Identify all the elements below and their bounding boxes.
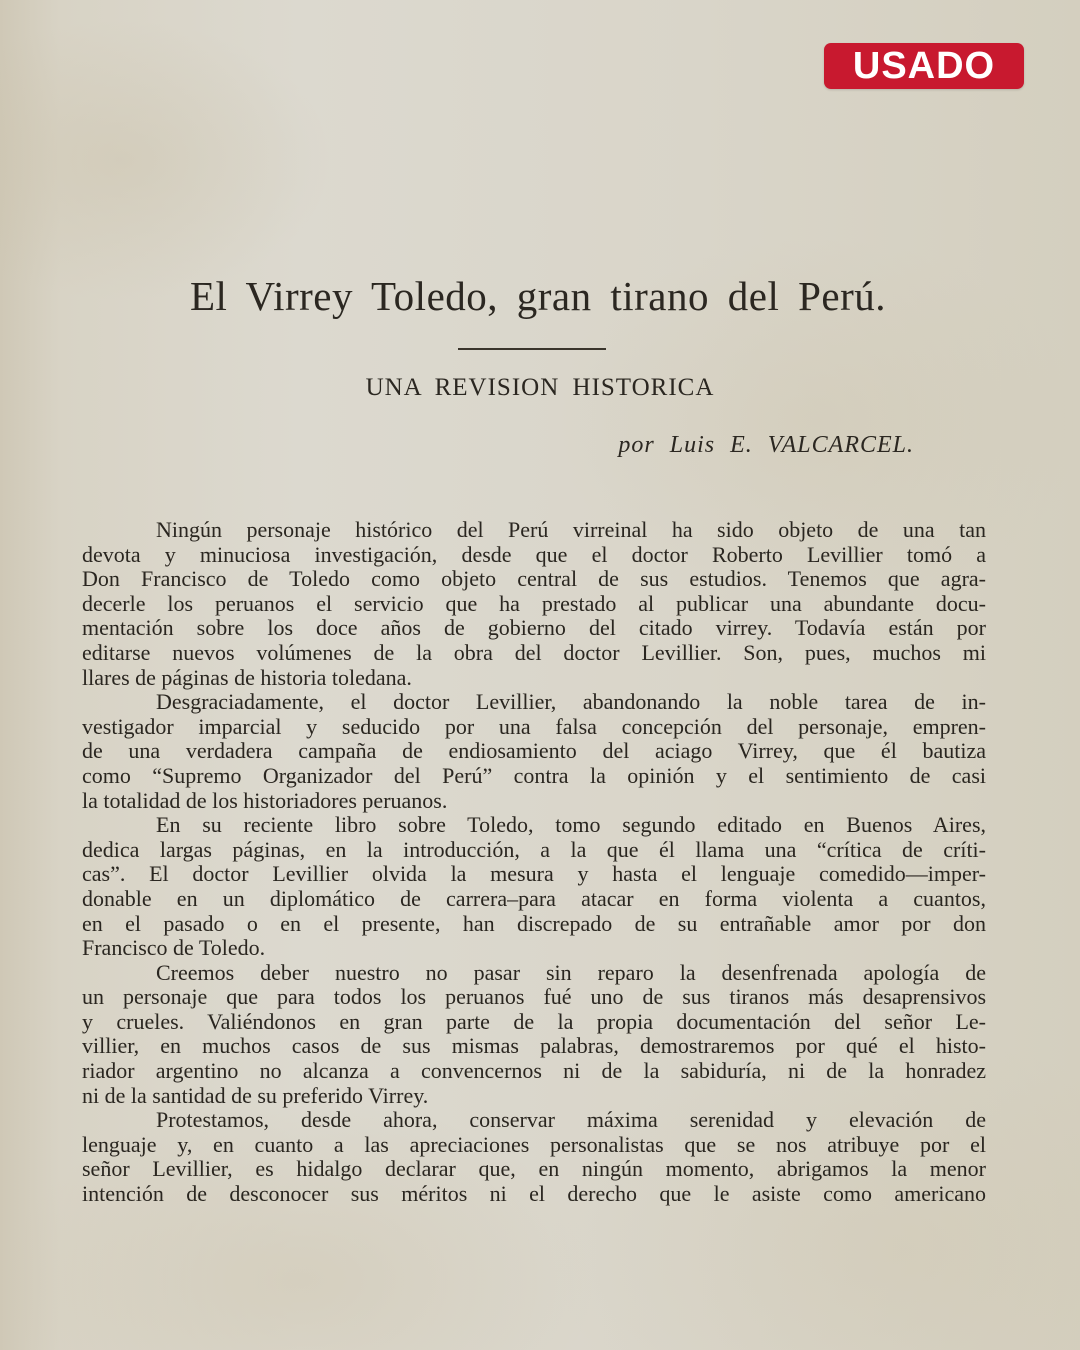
article-body bbox=[82, 518, 986, 1207]
used-condition-badge bbox=[824, 43, 1024, 89]
text-line: la totalidad de los historiadores peruanos. bbox=[82, 787, 448, 813]
text-line: dedica largas páginas, en la introducción, a la que él llama una “crítica de críti- bbox=[82, 836, 986, 862]
text-line: villier, en muchos casos de sus mismas palabras, demostraremos por qué el histo- bbox=[82, 1033, 986, 1059]
text-line: Desgraciadamente, el doctor Levillier, abandonando la noble tarea de in- bbox=[156, 689, 986, 715]
article-title: El Virrey Toledo, gran tirano del Perú. bbox=[190, 273, 886, 319]
text-line: intención de desconocer sus méritos ni el derecho que le asiste como americano bbox=[82, 1181, 986, 1207]
text-line: ni de la santidad de su preferido Virrey. bbox=[82, 1082, 429, 1108]
text-line: editarse nuevos volúmenes de la obra del doctor Levillier. Son, pues, muchos mi bbox=[82, 639, 986, 665]
paragraph-1 bbox=[82, 518, 986, 690]
text-line: de una verdadera campaña de endiosamiento del aciago Virrey, que él bautiza bbox=[82, 738, 986, 764]
text-line: como “Supremo Organizador del Perú” contra la opinión y el sentimiento de casi bbox=[82, 762, 986, 788]
text-line: llares de páginas de historia toledana. bbox=[82, 664, 412, 690]
text-line: cas”. El doctor Levillier olvida la mesura y hasta el lenguaje comedido—imper- bbox=[82, 861, 986, 887]
text-line: Francisco de Toledo. bbox=[82, 935, 266, 961]
paragraph-3 bbox=[82, 813, 986, 961]
article-subtitle: UNA REVISION HISTORICA bbox=[365, 374, 715, 401]
text-line: mentación sobre los doce años de gobierno del citado virrey. Todavía están por bbox=[82, 615, 986, 641]
author-byline: por Luis E. VALCARCEL. bbox=[618, 432, 914, 458]
text-line: decerle los peruanos el servicio que ha prestado al publicar una abundante docu- bbox=[82, 590, 986, 616]
text-line: riador argentino no alcanza a convencernos ni de la sabiduría, ni de la honradez bbox=[82, 1058, 986, 1084]
badge-label: USADO bbox=[852, 45, 996, 87]
text-line: devota y minuciosa investigación, desde que el doctor Roberto Levillier tomó a bbox=[82, 541, 986, 567]
text-line: y crueles. Valiéndonos en gran parte de la propia documentación del señor Le- bbox=[82, 1008, 986, 1034]
text-line: en el pasado o en el presente, han discrepado de su entrañable amor por don bbox=[82, 910, 986, 936]
title-divider bbox=[458, 348, 606, 350]
text-line: lenguaje y, en cuanto a las apreciaciones personalistas que se nos atribuye por el bbox=[82, 1131, 986, 1157]
paragraph-5 bbox=[82, 1108, 986, 1206]
text-line: un personaje que para todos los peruanos fué uno de sus tiranos más desaprensivos bbox=[82, 984, 986, 1010]
paragraph-2 bbox=[82, 690, 986, 813]
text-line: donable en un diplomático de carrera–para atacar en forma violenta a cuantos, bbox=[82, 885, 986, 911]
text-line: Ningún personaje histórico del Perú virreinal ha sido objeto de una tan bbox=[156, 517, 986, 542]
text-line: En su reciente libro sobre Toledo, tomo segundo editado en Buenos Aires, bbox=[156, 812, 986, 838]
paragraph-4 bbox=[82, 961, 986, 1109]
text-line: Creemos deber nuestro no pasar sin reparo la desenfrenada apología de bbox=[156, 959, 986, 985]
text-line: Don Francisco de Toledo como objeto central de sus estudios. Tenemos que agra- bbox=[82, 566, 986, 592]
text-line: señor Levillier, es hidalgo declarar que, en ningún momento, abrigamos la menor bbox=[82, 1156, 986, 1182]
text-line: vestigador imparcial y seducido por una falsa concepción del personaje, empren- bbox=[82, 713, 986, 739]
text-line: Protestamos, desde ahora, conservar máxima serenidad y elevación de bbox=[156, 1107, 986, 1133]
